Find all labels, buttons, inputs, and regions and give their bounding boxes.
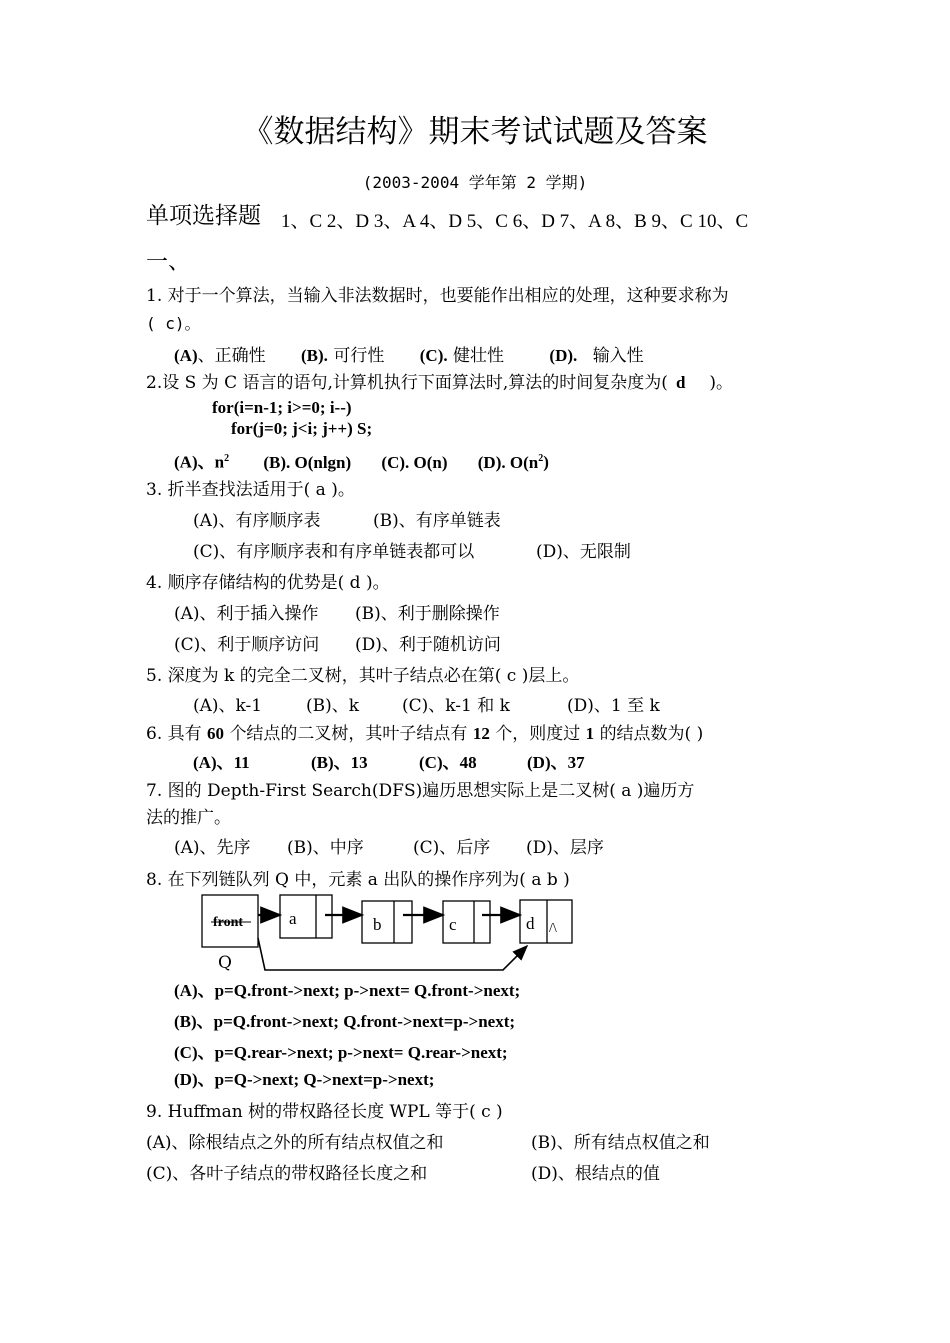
q6-stem-a: 6. 具有 xyxy=(146,724,202,744)
q1-a-label: (A) xyxy=(174,346,198,365)
q2-stem-pre: 2.设 S 为 C 语言的语句,计算机执行下面算法时,算法的时间复杂度为( xyxy=(146,373,668,393)
q1-stem-cont: ( c)。 xyxy=(146,314,201,333)
node-box-b xyxy=(362,901,412,943)
page-subtitle: (2003-2004 学年第 2 学期) xyxy=(362,173,588,192)
q6-option-c: (C)、48 xyxy=(419,753,477,772)
q1-c-label: (C). xyxy=(419,346,448,365)
node-label-a: a xyxy=(289,909,297,928)
q3-stem: 3. 折半查找法适用于( a )。 xyxy=(146,480,355,500)
q9-option-b: (B)、所有结点权值之和 xyxy=(531,1133,710,1153)
q6-option-b: (B)、13 xyxy=(311,753,368,772)
q2-code-line1: for(i=n-1; i>=0; i--) xyxy=(212,398,352,417)
q5-option-b: (B)、k xyxy=(306,696,360,716)
q4-option-d: (D)、利于随机访问 xyxy=(355,635,501,655)
q2-a-sup: 2 xyxy=(224,453,230,464)
q7-option-c: (C)、后序 xyxy=(413,838,491,858)
node-box-a xyxy=(280,895,332,938)
section-heading: 单项选择题 xyxy=(146,203,261,229)
q8-option-a: (A)、p=Q.front->next; p->next= Q.front->next; xyxy=(174,981,521,1000)
q9-stem: 9. Huffman 树的带权路径长度 WPL 等于( c ) xyxy=(146,1102,503,1122)
q2-options xyxy=(174,449,549,473)
q2-d: (D). O(n xyxy=(477,452,539,472)
q6-stem-b: 个结点的二叉树，其叶子结点有 xyxy=(229,724,468,744)
q2-d-sup: 2 xyxy=(538,453,544,464)
queue-label: Q xyxy=(218,953,232,973)
q8-stem: 8. 在下列链队列 Q 中，元素 a 出队的操作序列为( a b ) xyxy=(146,870,570,890)
q1-c: 健壮性 xyxy=(453,346,505,366)
section-number: 一、 xyxy=(146,250,191,275)
q2-stem-post: )。 xyxy=(709,373,734,393)
q6-num-1: 1 xyxy=(585,724,595,743)
q6-stem-d: 的结点数为( ) xyxy=(599,724,704,744)
q3-option-d: (D)、无限制 xyxy=(536,542,631,562)
q4-option-c: (C)、利于顺序访问 xyxy=(174,635,320,655)
q8-option-b: (B)、p=Q.front->next; Q.front->next=p->next; xyxy=(174,1012,516,1031)
q3-option-b: (B)、有序单链表 xyxy=(373,511,501,531)
q2-a: (A)、n xyxy=(174,452,225,472)
q2-d-end: ) xyxy=(543,452,549,472)
q4-option-b: (B)、利于删除操作 xyxy=(355,604,500,624)
q6-num-60: 60 xyxy=(207,724,225,743)
q1-options xyxy=(174,346,644,366)
q7-option-b: (B)、中序 xyxy=(287,838,364,858)
q2-stem xyxy=(146,373,733,393)
q5-option-a: (A)、k-1 xyxy=(193,696,263,716)
q7-stem-cont: 法的推广。 xyxy=(146,808,231,828)
q6-stem-c: 个，则度过 xyxy=(495,724,581,744)
q3-option-c: (C)、有序顺序表和有序单链表都可以 xyxy=(193,542,475,562)
q1-b-label: (B). xyxy=(301,346,328,365)
q1-d-label: (D). xyxy=(549,346,578,365)
q6-num-12: 12 xyxy=(472,724,490,743)
q5-stem: 5. 深度为 k 的完全二叉树，其叶子结点必在第( c )层上。 xyxy=(146,666,580,686)
linked-queue-diagram xyxy=(195,888,585,978)
q9-option-a: (A)、除根结点之外的所有结点权值之和 xyxy=(146,1133,444,1153)
page-title: 《数据结构》期末考试试题及答案 xyxy=(242,114,708,150)
q8-option-c: (C)、p=Q.rear->next; p->next= Q.rear->next; xyxy=(174,1043,508,1062)
q9-option-c: (C)、各叶子结点的带权路径长度之和 xyxy=(146,1164,428,1184)
q7-stem: 7. 图的 Depth-First Search(DFS)遍历思想实际上是二叉树( a )遍历方 xyxy=(146,781,695,801)
node-label-b: b xyxy=(373,915,382,934)
q6-option-d: (D)、37 xyxy=(527,753,585,772)
q3-option-a: (A)、有序顺序表 xyxy=(193,511,321,531)
q6-stem xyxy=(146,724,703,744)
q9-option-d: (D)、根结点的值 xyxy=(531,1164,660,1184)
q4-stem: 4. 顺序存储结构的优势是( d )。 xyxy=(146,573,390,593)
q1-d: 输入性 xyxy=(592,346,644,366)
q1-stem: 1. 对于一个算法，当输入非法数据时，也要能作出相应的处理，这种要求称为 xyxy=(146,286,729,306)
q5-option-c: (C)、k-1 和 k xyxy=(402,696,510,716)
node-label-c: c xyxy=(449,915,457,934)
null-pointer-mark: /\ xyxy=(549,921,557,936)
q2-c: (C). O(n) xyxy=(381,452,448,472)
q1-a: 、正确性 xyxy=(197,346,266,366)
q7-option-a: (A)、先序 xyxy=(174,838,251,858)
q7-option-d: (D)、层序 xyxy=(526,838,604,858)
q5-option-d: (D)、1 至 k xyxy=(567,696,660,716)
q6-option-a: (A)、11 xyxy=(193,753,250,772)
q2-code-line2: for(j=0; j<i; j++) S; xyxy=(231,419,373,438)
node-label-d: d xyxy=(526,914,535,933)
answer-key: 1、C 2、D 3、A 4、D 5、C 6、D 7、A 8、B 9、C 10、C xyxy=(281,211,749,232)
q1-b: 可行性 xyxy=(333,346,385,366)
front-label: front xyxy=(213,915,244,930)
q8-option-d: (D)、p=Q->next; Q->next=p->next; xyxy=(174,1070,435,1089)
q2-b: (B). O(nlgn) xyxy=(263,452,352,472)
q2-answer: d xyxy=(675,373,686,392)
q4-option-a: (A)、利于插入操作 xyxy=(174,604,319,624)
